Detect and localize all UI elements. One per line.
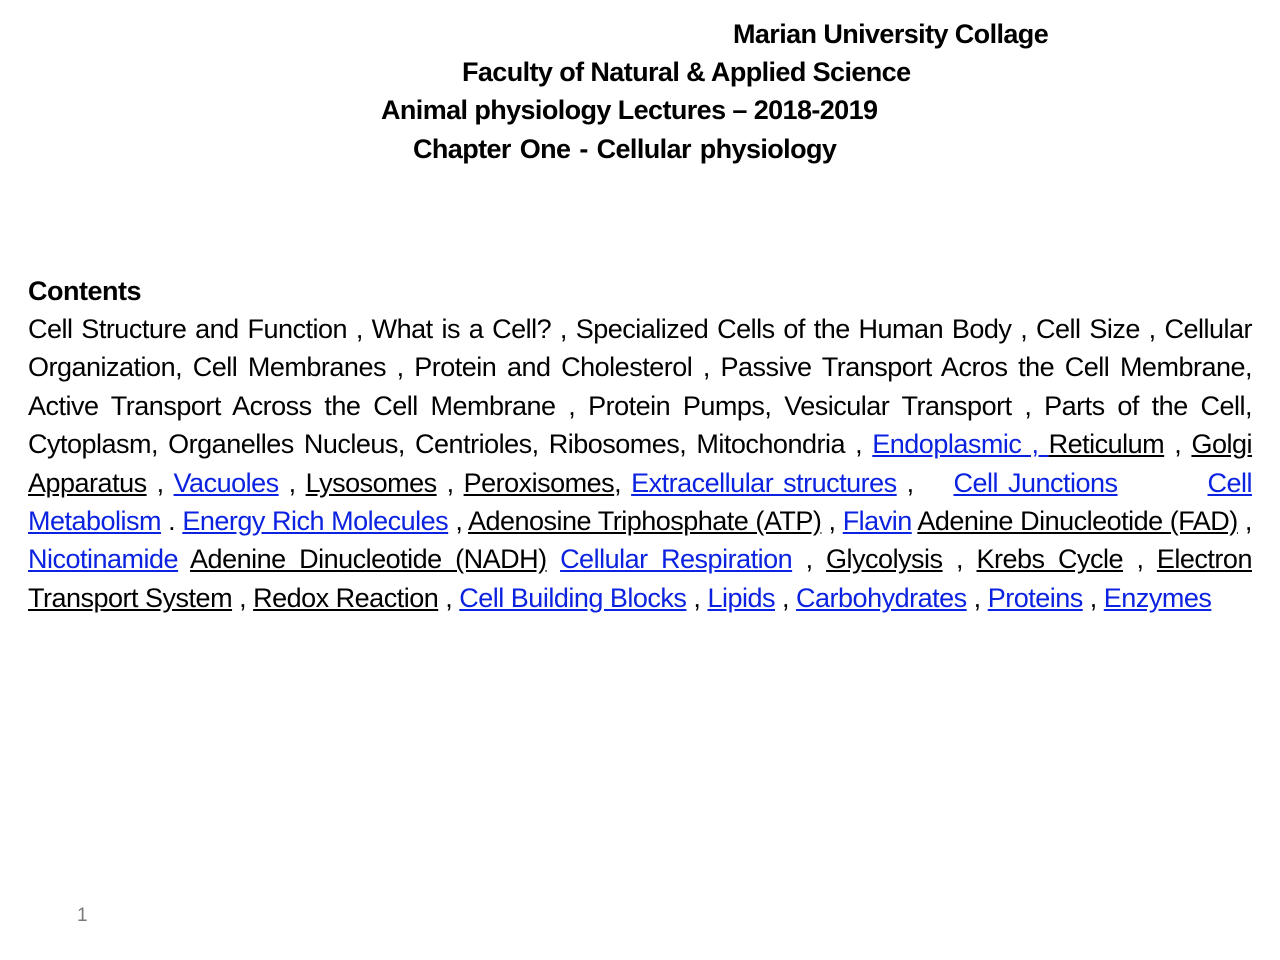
separator: , [446,467,454,498]
link-endoplasmic[interactable]: Endoplasmic , [872,429,1049,460]
separator: . [168,506,176,537]
link-cell-building-blocks[interactable]: Cell Building Blocks [459,582,687,613]
link-extracellular-structures[interactable]: Extracellular structures [631,467,897,498]
separator: , [455,506,463,537]
link-energy-rich-molecules[interactable]: Energy Rich Molecules [182,506,449,537]
link-cell-metabolism[interactable]: Cell Metabolism [28,467,1253,537]
separator: , [1089,582,1097,613]
link-glycolysis[interactable]: Glycolysis [826,544,943,575]
separator: , [906,467,914,498]
chapter-title: Chapter One - Cellular physiology [413,134,837,164]
separator: , [445,582,453,613]
separator: , [782,582,790,613]
link-redox-reaction[interactable]: Redox Reaction [253,582,439,613]
link-lipids[interactable]: Lipids [707,582,775,613]
link-peroxisomes[interactable]: Peroxisomes [463,467,615,498]
separator: , [156,467,164,498]
separator: , [956,544,964,575]
separator: , [1136,544,1144,575]
separator: , [288,467,296,498]
university-title: Marian University Collage [733,19,1049,49]
contents-heading: Contents [28,276,141,306]
separator: , [1244,506,1252,537]
link-nicotinamide[interactable]: Nicotinamide [28,544,179,575]
separator: , [693,582,701,613]
link-carbohydrates[interactable]: Carbohydrates [796,582,967,613]
contents-body [28,310,1252,617]
link-cell-junctions[interactable]: Cell Junctions [953,467,1118,498]
link-vacuoles[interactable]: Vacuoles [173,467,279,498]
page-number: 1 [77,905,88,926]
separator: , [239,582,247,613]
link-enzymes[interactable]: Enzymes [1103,582,1212,613]
separator: , [614,467,622,498]
separator: , [828,506,836,537]
lectures-title: Animal physiology Lectures – 2018-2019 [381,95,878,125]
link-electron-transport-system[interactable]: Electron Transport System [28,544,1252,613]
link-nadh[interactable]: Adenine Dinucleotide (NADH) [190,544,547,575]
link-flavin[interactable]: Flavin [842,506,912,537]
separator: , [973,582,981,613]
link-proteins[interactable]: Proteins [987,582,1083,613]
link-cellular-respiration[interactable]: Cellular Respiration [560,544,793,575]
link-golgi-apparatus[interactable]: Golgi Apparatus [28,429,1252,498]
separator: , [805,544,813,575]
separator: , [1174,429,1182,460]
link-fad[interactable]: Adenine Dinucleotide (FAD) [917,506,1238,537]
link-reticulum[interactable]: Reticulum [1048,429,1165,460]
link-krebs-cycle[interactable]: Krebs Cycle [976,544,1123,575]
link-lysosomes[interactable]: Lysosomes [305,467,437,498]
link-atp[interactable]: Adenosine Triphosphate (ATP) [467,506,822,537]
contents-intro-text: Cell Structure and Function , What is a Cell? , Specialized Cells of the Human Body , Cell Size , Cellular Organization, Cell Membranes , Protein and Cholesterol , Passive Transport Acros the Cell Membrane, Active Transport Across the Cell Membrane , Protein Pumps, Vesicular Transport , Parts of the Cell, Cytoplasm, Organelles Nucleus, Centrioles, Ribosomes, Mitochondria , [28,314,1252,460]
faculty-title: Faculty of Natural & Applied Science [462,57,911,87]
